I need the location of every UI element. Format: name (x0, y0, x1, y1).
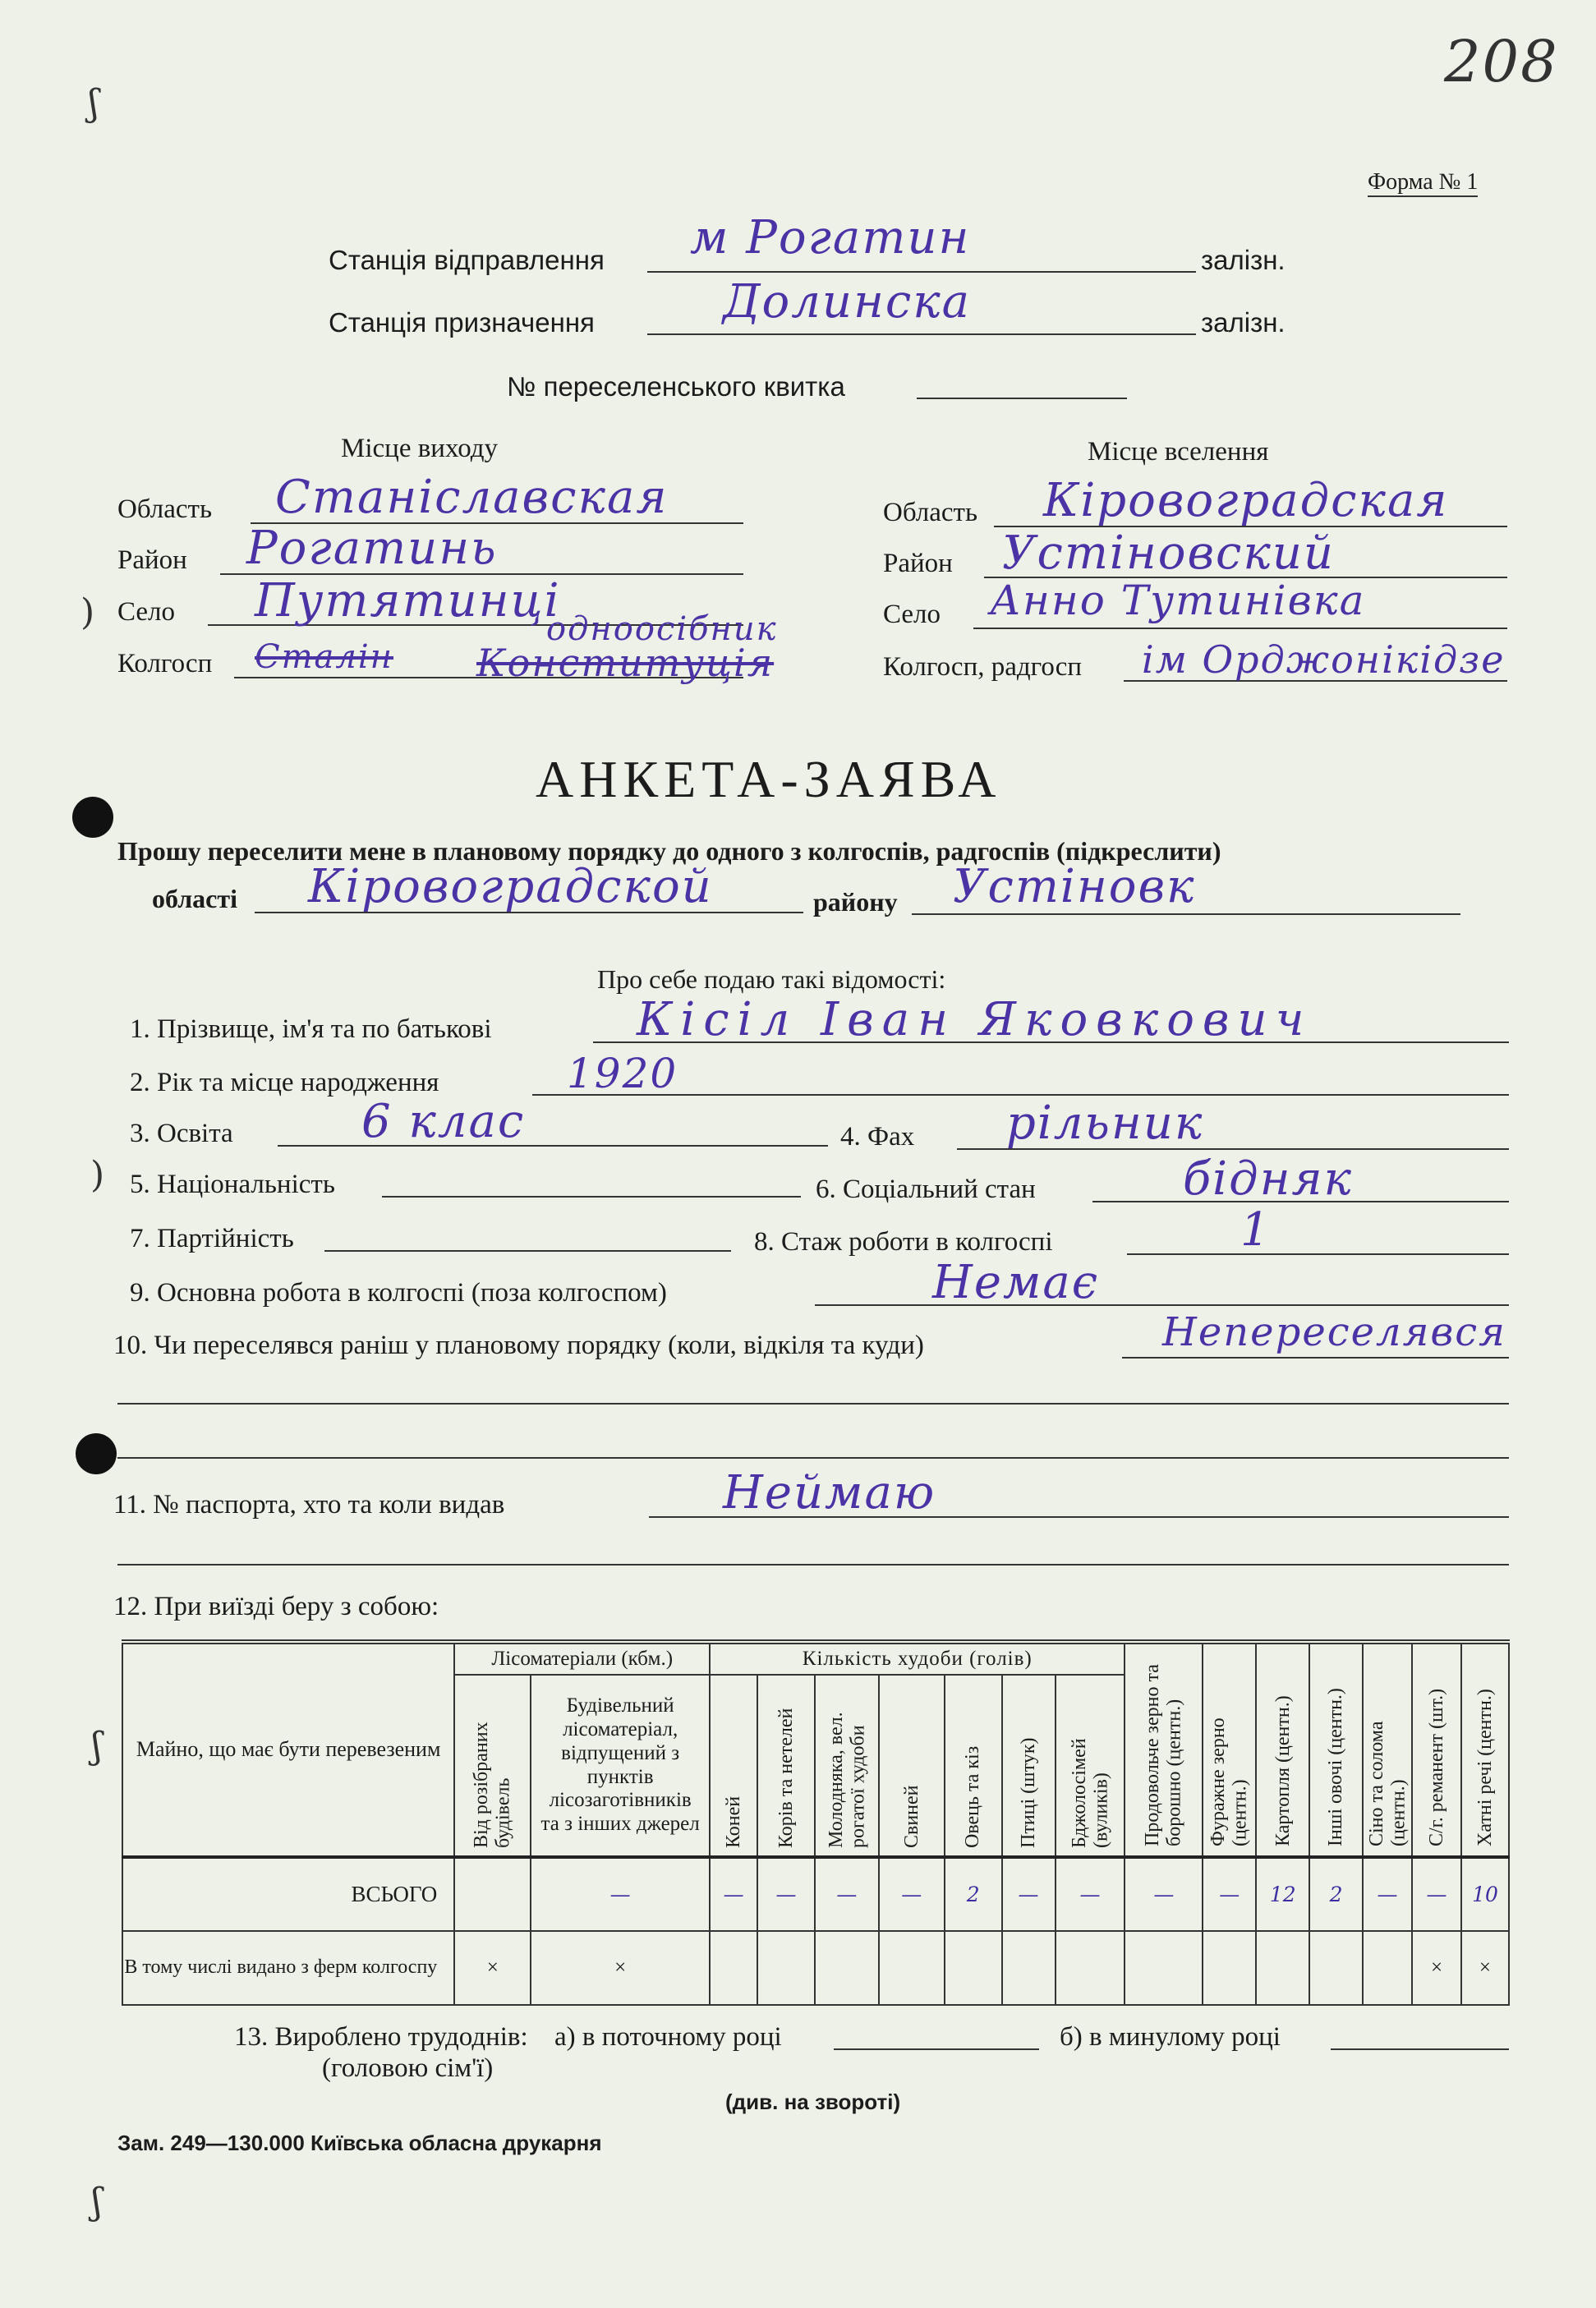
field-9-label: 9. Основна робота в колгоспі (поза колгоспом) (130, 1278, 667, 1308)
about-heading: Про себе подаю такі відомості: (597, 964, 946, 994)
table-cell: × (1412, 1931, 1461, 2005)
destination-station-value: Долинска (723, 275, 972, 329)
table-cell: 2 (1309, 1857, 1363, 1931)
field-3-value: 6 клас (361, 1095, 526, 1148)
exit-kolhosp-struck: Сталін (255, 638, 393, 676)
table-cell (1363, 1931, 1412, 2005)
col-header-text: Фуражне зерно (центн.) (1207, 1717, 1251, 1846)
field-10-value: Непереселявся (1162, 1309, 1506, 1355)
col-header-text: С/г. реманент (шт.) (1425, 1688, 1447, 1846)
field-5-label: 5. Національність (130, 1170, 335, 1199)
table-cell: — (1412, 1857, 1461, 1931)
col-header-text: Коней (722, 1795, 744, 1848)
field-6-label: 6. Соціальний стан (816, 1175, 1036, 1204)
table-cell (454, 1857, 531, 1931)
timber-group-header: Лісоматеріали (кбм.) (454, 1644, 710, 1675)
workdays-label: 13. Вироблено трудоднів: (234, 2022, 528, 2052)
table-cell: — (1203, 1857, 1256, 1931)
col-head (710, 1675, 757, 1857)
field-1-value: Кісіл Іван Яковкович (637, 993, 1313, 1046)
workdays-previous-label: б) в минулому році (1060, 2022, 1281, 2052)
field-12-label: 12. При виїзді беру з собою: (113, 1592, 439, 1621)
col-header-text: Бджолосімей (вуликів) (1068, 1737, 1111, 1848)
table-cell: — (1056, 1857, 1125, 1931)
table-cell: × (1461, 1931, 1509, 2005)
field-7-label: 7. Партійність (130, 1224, 294, 1253)
row-header-text: Майно, що має бути перевезеним (136, 1737, 441, 1762)
col-head (1256, 1644, 1309, 1857)
exit-kolhosp-label: Колгосп (117, 649, 213, 678)
margin-mark: ʃ (92, 2181, 102, 2223)
departure-suffix: залізн. (1201, 245, 1286, 275)
property-table (122, 1643, 1510, 2006)
exit-rayon-label: Район (117, 545, 187, 575)
field-3-label: 3. Освіта (130, 1119, 233, 1148)
col-header-text: Інші овочі (центн.) (1325, 1688, 1347, 1846)
request-oblast-value: Кіровоградской (308, 860, 713, 913)
margin-mark: ʃ (89, 82, 99, 124)
col-head (1363, 1644, 1412, 1857)
col-header-text: Продовольче зерно та борошно (центн.) (1142, 1664, 1185, 1846)
table-cell: — (1125, 1857, 1203, 1931)
col-head (757, 1675, 815, 1857)
settle-rayon-label: Район (883, 549, 953, 578)
field-1-label: 1. Прізвище, ім'я та по батькові (130, 1014, 492, 1044)
row-header-cell (122, 1644, 454, 1857)
ticket-label: № переселенського квитка (507, 371, 845, 402)
col-header-text: Свиней (900, 1784, 922, 1848)
table-cell (879, 1931, 945, 2005)
table-cell (1002, 1931, 1056, 2005)
table-cell: — (531, 1857, 710, 1931)
settle-oblast-value: Кіровоградская (1043, 474, 1449, 527)
request-oblast-label: області (152, 884, 237, 913)
table-cell: × (531, 1931, 710, 2005)
exit-oblast-label: Область (117, 494, 213, 524)
col-head (945, 1675, 1002, 1857)
field-9-value: Немає (932, 1256, 1100, 1309)
table-cell: — (1002, 1857, 1056, 1931)
field-11-value: Неймаю (723, 1466, 936, 1520)
request-rayon-value: Устіновк (953, 860, 1196, 913)
col-head (1125, 1644, 1203, 1857)
exit-selo-value: Путятинці (255, 574, 561, 628)
col-head (1056, 1675, 1125, 1857)
field-8-label: 8. Стаж роботи в колгоспі (754, 1227, 1053, 1257)
settle-selo-value: Анно Тутинівка (990, 577, 1366, 624)
field-4-label: 4. Фах (840, 1122, 915, 1152)
col-head (1309, 1644, 1363, 1857)
settle-place-heading: Місце вселення (1088, 437, 1269, 467)
page-number: 208 (1444, 28, 1559, 95)
field-10-label: 10. Чи переселявся раніш у плановому порядку (коли, відкіля та куди) (113, 1331, 924, 1360)
col-header-text: Від розібраних будівель (471, 1721, 514, 1848)
col-head (1002, 1675, 1056, 1857)
settle-kolhosp-value: ім Орджонікідзе (1142, 637, 1506, 682)
table-cell: — (815, 1857, 879, 1931)
table-cell: × (454, 1931, 531, 2005)
table-cell: — (757, 1857, 815, 1931)
table-cell (710, 1931, 757, 2005)
col-header-text: Хатні речі (центн.) (1474, 1689, 1496, 1846)
departure-station-label: Станція відправлення (329, 245, 605, 275)
col-header-text: Овець та кіз (962, 1745, 984, 1848)
request-rayon-label: району (813, 887, 898, 917)
workdays-current-label: а) в поточному році (554, 2022, 782, 2052)
request-text: Прошу переселити мене в плановому порядку до одного з колгоспів, радгоспів (підкреслити) (117, 836, 1221, 866)
col-header-text: Корів та нетелей (775, 1708, 797, 1848)
col-header-text: Сіно та солома (центн.) (1365, 1721, 1410, 1846)
col-header-text: Картопля (центн.) (1272, 1695, 1294, 1846)
field-2-label: 2. Рік та місце народження (130, 1068, 439, 1097)
col-header-text: Молодняка, вел. рогатої худоби (825, 1711, 868, 1848)
page-title: АНКЕТА-ЗАЯВА (536, 750, 1002, 808)
exit-kolhosp-value: Конституція (476, 641, 775, 685)
col-head (1412, 1644, 1461, 1857)
exit-place-heading: Місце виходу (341, 434, 499, 463)
farm-row-text: В тому числі видано з ферм колгоспу (124, 1956, 438, 1979)
table-cell: — (879, 1857, 945, 1931)
table-cell (1125, 1931, 1203, 2005)
margin-mark: ʃ (92, 1725, 102, 1767)
margin-mark: ) (80, 591, 95, 633)
form-number: Форма № 1 (1368, 169, 1478, 197)
table-cell (757, 1931, 815, 2005)
table-cell: 12 (1256, 1857, 1309, 1931)
departure-station-value: м Рогатин (690, 211, 971, 264)
col-head (531, 1675, 710, 1857)
table-cell: — (1363, 1857, 1412, 1931)
col-head (1203, 1644, 1256, 1857)
table-cell (945, 1931, 1002, 2005)
cattle-group-header: Кількість худоби (голів) (710, 1644, 1125, 1675)
col-header-text: Птиці (штук) (1017, 1737, 1039, 1848)
margin-mark: ) (90, 1154, 105, 1196)
col-head (879, 1675, 945, 1857)
table-cell: — (710, 1857, 757, 1931)
col-header-text: Будівельний лісоматеріал, відпущений з пунктів лісозаготівників та з інших джерел (540, 1694, 700, 1835)
punch-hole-bottom (76, 1433, 117, 1474)
table-cell (1256, 1931, 1309, 2005)
table-cell: 10 (1461, 1857, 1509, 1931)
col-head (1461, 1644, 1509, 1857)
settle-rayon-value: Устіновский (1002, 526, 1335, 580)
table-cell: 2 (945, 1857, 1002, 1931)
table-cell (1309, 1931, 1363, 2005)
table-cell (815, 1931, 879, 2005)
punch-hole-top (72, 797, 113, 838)
col-head (454, 1675, 531, 1857)
see-back-note: (див. на звороті) (725, 2090, 901, 2114)
exit-oblast-value: Станіславская (275, 471, 669, 524)
field-4-value: рільник (1006, 1097, 1204, 1150)
field-8-value: 1 (1240, 1203, 1272, 1257)
settle-oblast-label: Область (883, 498, 978, 527)
exit-rayon-value: Рогатинь (246, 522, 498, 575)
printer-note: Зам. 249—130.000 Київська обласна друкарня (117, 2131, 602, 2155)
col-head (815, 1675, 879, 1857)
destination-suffix: залізн. (1201, 307, 1286, 338)
farm-row-label (122, 1931, 454, 2005)
table-cell (1056, 1931, 1125, 2005)
settle-selo-label: Село (883, 600, 941, 629)
total-row-label: ВСЬОГО (122, 1857, 454, 1931)
exit-kolhosp-note: однооcібник (546, 610, 778, 648)
field-2-value: 1920 (567, 1050, 678, 1097)
table-cell (1203, 1931, 1256, 2005)
exit-selo-label: Село (117, 597, 176, 627)
settle-kolhosp-label: Колгосп, радгосп (883, 652, 1083, 682)
field-11-label: 11. № паспорта, хто та коли видав (113, 1490, 505, 1520)
workdays-sub: (головою сім'ї) (322, 2053, 494, 2083)
destination-station-label: Станція призначення (329, 307, 595, 338)
field-6-value: бідняк (1183, 1152, 1353, 1206)
